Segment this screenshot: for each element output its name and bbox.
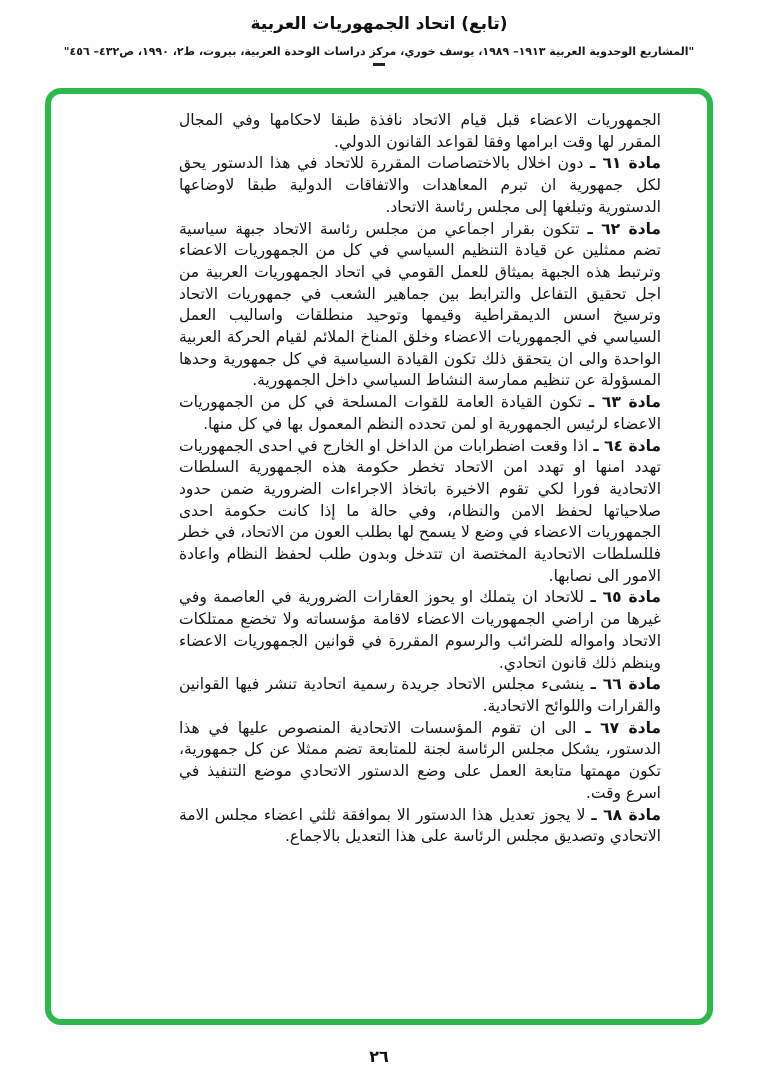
- article-66-label: مادة ٦٦ ـ: [590, 675, 661, 694]
- article-68-label: مادة ٦٨ ـ: [591, 805, 661, 824]
- page-number: ٢٦: [369, 1047, 389, 1066]
- article-65: [179, 587, 661, 674]
- article-66: [179, 674, 661, 717]
- article-64-label: مادة ٦٤ ـ: [593, 436, 661, 455]
- paragraph-continuation: الجمهوريات الاعضاء قبل قيام الاتحاد نافذة طبقا لاحكامها وفي المجال المقرر لها وقت ابرامها وفقا لقواعد القانون الدولي.: [179, 111, 661, 151]
- article-68-text: لا يجوز تعديل هذا الدستور الا بموافقة ثلثي اعضاء مجلس الامة الاتحادي وتصديق مجلس الرئاسة على هذا التعديل بالاجماع.: [179, 805, 661, 846]
- article-64: [179, 436, 661, 588]
- article-61: [179, 153, 661, 218]
- article-65-label: مادة ٦٥ ـ: [590, 588, 661, 607]
- article-68: [179, 805, 661, 848]
- article-61-label: مادة ٦١ ـ: [590, 154, 661, 173]
- citation: "المشاريع الوحدوية العربية ١٩١٣– ١٩٨٩، يوسف خوري، مركز دراسات الوحدة العربية، بيروت، ط٢، ١٩٩٠، ص٤٣٢– ٤٥٦": [63, 45, 695, 58]
- article-67-text: الى ان تقوم المؤسسات الاتحادية المنصوص عليها في هذا الدستور، يشكل مجلس الرئاسة لجنة للمتابعة تضم ممثلا عن كل جمهورية، تكون مهمتها متابعة العمل على وضع الدستور الاتحادي موضع التنفيذ في اسرع وقت.: [179, 718, 661, 802]
- article-63: [179, 392, 661, 435]
- article-62-text: تتكون بقرار اجماعي من مجلس رئاسة الاتحاد جبهة سياسية تضم ممثلين عن قيادة التنظيم السياسي في كل من الجمهوريات الاعضاء وترتبط هذه الجبهة بميثاق للعمل القومي في اتحاد الجمهوريات العربية من اجل تحقيق التفاعل والترابط بين جماهير الشعب في جمهوريات الاتحاد وترسيخ اسس الديمقراطية وقيمها وتوحيد منطلقات واساليب العمل السياسي في الجمهوريات الاعضاء وخلق المناخ الملائم لقيام الحركة العربية الواحدة والى ان يتحقق ذلك تكون القيادة السياسية في كل جمهورية وحدها المسؤولة عن تنظيم ممارسة النشاط السياسي داخل الجمهورية.: [179, 219, 661, 390]
- article-64-text: اذا وقعت اضطرابات من الداخل او الخارج في احدى الجمهوريات تهدد امنها او تهدد امن الاتحاد تخطر حكومة هذه الجمهورية السلطات الاتحادية فورا لكي تقوم الاخيرة باتخاذ الاجراءات الضرورية ضمن حدود صلاحياتها لحفظ الامن والنظام، وفي حالة ما إذا كانت حكومة احدى الجمهوريات الاعضاء في وضع لا يسمح لها بطلب العون من الاتحاد، في خطر فللسلطات الاتحادية المختصة ان تتدخل وبدون طلب لحفظ النظام واعادة الامور الى نصابها.: [179, 436, 661, 585]
- page-header: [0, 14, 758, 66]
- article-61-text: دون اخلال بالاختصاصات المقررة للاتحاد في هذا الدستور يحق لكل جمهورية ان تبرم المعاهدات والاتفاقات الدولية طبقا لاوضاعها الدستورية وتبلغها إلى مجلس رئاسة الاتحاد.: [179, 154, 661, 216]
- article-66-text: ينشىء مجلس الاتحاد جريدة رسمية اتحادية تنشر فيها القوانين والقرارات واللوائح الاتحادية.: [179, 675, 661, 715]
- page-title: (تابع) اتحاد الجمهوريات العربية: [250, 14, 508, 34]
- document-text: [51, 94, 707, 862]
- article-62: [179, 219, 661, 393]
- article-67-label: مادة ٦٧ ـ: [585, 718, 661, 737]
- article-63-text: تكون القيادة العامة للقوات المسلحة في كل من الجمهوريات الاعضاء لرئيس الجمهورية او لمن تحدده النظم المعمول بها في كل منها.: [179, 393, 661, 433]
- article-65-text: للاتحاد ان يتملك او يحوز العقارات الضرورية في العاصمة وفي غيرها من اراضي الجمهوريات الاعضاء لاقامة مؤسساته ولا تخضع ممتلكات الاتحاد وامواله للضرائب والرسوم المقررة في قوانين الجمهوريات الاعضاء وينظم ذلك قانون اتحادي.: [179, 588, 661, 672]
- article-62-label: مادة ٦٢ ـ: [587, 219, 661, 238]
- green-border-frame: [45, 88, 713, 1025]
- article-67: [179, 718, 661, 805]
- article-63-label: مادة ٦٣ ـ: [588, 393, 661, 412]
- separator-dash: [373, 63, 385, 66]
